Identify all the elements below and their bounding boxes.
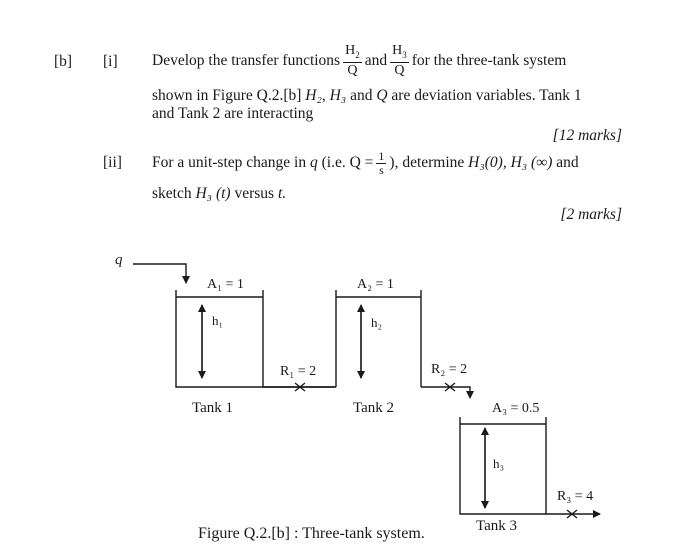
- tank3-level: h₃: [493, 456, 505, 471]
- figure-caption: Figure Q.2.[b] : Three-tank system.: [198, 525, 425, 542]
- marks-2: [2 marks]: [560, 206, 622, 223]
- frac2-den: Q: [394, 63, 405, 79]
- sub-question-i-label: [i]: [103, 53, 118, 70]
- r1-label: R₁ = 2: [280, 364, 317, 379]
- sub-question-ii-label: [ii]: [103, 154, 122, 171]
- frac2-num: H: [392, 42, 403, 58]
- line1-post: for the three-tank system: [411, 52, 567, 69]
- frac1-num-sub: 2: [355, 49, 360, 60]
- tank3-name: Tank 3: [476, 518, 518, 534]
- ii-h3-inf: H₃ (∞): [510, 154, 553, 171]
- marks-12: [12 marks]: [552, 127, 622, 144]
- ii-line2-mid: versus: [234, 185, 275, 202]
- frac1-den: Q: [347, 63, 358, 79]
- r2-label: R₂ = 2: [431, 362, 468, 377]
- frac-s: s: [379, 162, 384, 177]
- and-word: and: [364, 52, 388, 69]
- ii-line2-pre: sketch: [152, 185, 192, 202]
- tank2-area: A₂ = 1: [357, 277, 394, 292]
- sub-question-i-line3: and Tank 2 are interacting: [152, 105, 314, 122]
- tank1-name: Tank 1: [192, 400, 234, 416]
- line2-and: and: [350, 87, 373, 104]
- outflow-r2-arrow: [421, 387, 470, 398]
- ii-h3-t: H₃ (t): [195, 185, 231, 202]
- frac2-num-sub: 3: [402, 49, 407, 60]
- ii-t-var: t.: [277, 185, 287, 202]
- ii-line1-mid: (i.e. Q =: [321, 154, 374, 171]
- tank2-level: h₂: [371, 315, 383, 330]
- line1-text: Develop the transfer functions: [152, 52, 341, 69]
- ii-line1-mid2: ), determine: [389, 154, 465, 171]
- ii-line1-pre: For a unit-step change in: [152, 154, 307, 171]
- ii-q-var: q: [309, 154, 318, 171]
- line2-post: are deviation variables. Tank 1: [391, 87, 582, 104]
- tank1-area: A₁ = 1: [207, 277, 244, 292]
- frac1-num: H: [345, 42, 356, 58]
- line2-vars: H₂, H₃: [305, 87, 347, 104]
- tank3-area: A₃ = 0.5: [492, 401, 540, 416]
- inflow-arrow: [133, 264, 186, 283]
- ii-h3-0: H₃(0),: [468, 154, 507, 171]
- ii-line1-post: and: [556, 154, 579, 171]
- line2-pre: shown in Figure Q.2.[b]: [152, 87, 302, 104]
- frac-one: 1: [378, 148, 385, 163]
- inflow-label: q: [115, 252, 123, 268]
- r3-label: R₃ = 4: [557, 489, 594, 504]
- tank1-level: h₁: [212, 313, 224, 328]
- part-label: [b]: [54, 53, 73, 70]
- line2-q: Q: [376, 87, 388, 104]
- tank2-name: Tank 2: [353, 400, 395, 416]
